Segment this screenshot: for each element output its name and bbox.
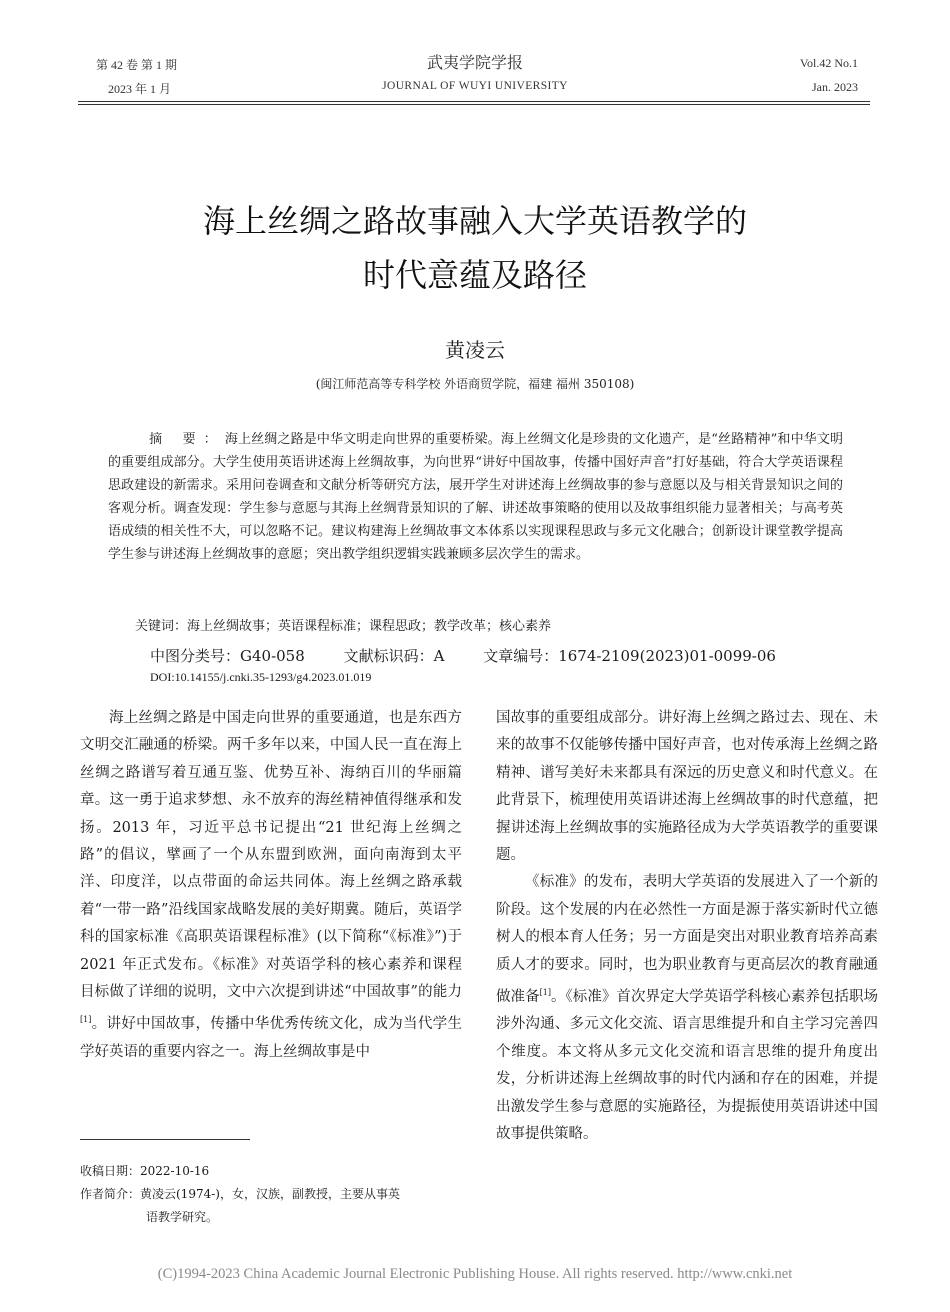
footnote [80, 1160, 400, 1229]
abstract-text: 海上丝绸之路是中华文明走向世界的重要桥梁。海上丝绸文化是珍贵的文化遗产，是“丝路精神”和中华文明的重要组成部分。大学生使用英语讲述海上丝绸故事，为向世界“讲好中国故事，传播中国好声音”打好基础，符合大学英语课程思政建设的新需求。采用问卷调查和文献分析等研究方法，展开学生对讲述海上丝绸故事的参与意愿以及与相关背景知识之间的客观分析。调查发现：学生参与意愿与其海上丝绸背景知识的了解、讲述故事策略的使用以及故事组织能力显著相关；与高考英语成绩的相关性不大，可以忽略不记。建议构建海上丝绸故事文本体系以实现课程思政与多元文化融合；创新设计课堂教学提高学生参与讲述海上丝绸故事的意愿；突出教学组织逻辑实践兼顾多层次学生的需求。 [108, 432, 844, 562]
doi: DOI:10.14155/j.cnki.35-1293/g4.2023.01.019 [150, 670, 372, 684]
clc-number: 中图分类号：G40-058 [150, 647, 305, 665]
keywords [135, 615, 551, 634]
header-rule-thin [78, 104, 870, 105]
paragraph-text: 海上丝绸之路是中国走向世界的重要通道，也是东西方文明交汇融通的桥梁。两千多年以来，中国人民一直在海上丝绸之路谱写着互通互鉴、优势互补、海纳百川的华丽篇章。这一勇于追求梦想、永不放弃的海丝精神值得继承和发扬。2013 年，习近平总书记提出“21 世纪海上丝绸之路”的倡议，擘画了一个从东盟到欧洲，面向南海到太平洋、印度洋，以点带面的命运共同体。海上丝绸之路承载着“一带一路”沿线国家战略发展的美好期冀。随后，英语学科的国家标准《高职英语课程标准》(以下简称“《标准》”)于 2021 年正式发布。《标准》对英语学科的核心素养和课程目标做了详细的说明，文中六次提到讲述“中国故事”的能力 [80, 710, 462, 1001]
paragraph-text: 。《标准》首次界定大学英语学科核心素养包括职场涉外沟通、多元文化交流、语言思维提升和自主学习完善四个维度。本文将从多元文化交流和语言思维的提升角度出发，分析讲述海上丝绸故事的时代内涵和存在的困难，并提出激发学生参与意愿的实施路径，为提振使用英语讲述中国故事提供策略。 [496, 988, 879, 1142]
classification-line [150, 645, 810, 666]
footnote-rule [80, 1139, 250, 1140]
received-date: 收稿日期：2022-10-16 [80, 1164, 210, 1178]
journal-subtitle: JOURNAL OF WUYI UNIVERSITY [382, 80, 568, 92]
article-title-line2: 时代意蕴及路径 [362, 256, 587, 294]
abstract [108, 428, 843, 566]
body-right-column [496, 705, 878, 1148]
author-name: 黄凌云 [445, 338, 505, 362]
issue-date-en: Jan. 2023 [812, 80, 858, 94]
reference-marker[interactable]: [1] [80, 1015, 92, 1025]
header-rule [78, 101, 870, 102]
journal-title: 武夷学院学报 [426, 55, 523, 72]
abstract-label: 摘 要： [149, 432, 225, 447]
paragraph-text: 。讲好中国故事，传播中华优秀传统文化，成为当代学生学好英语的重要内容之一。海上丝绸故事是中 [80, 1016, 462, 1060]
article-number: 文章编号：1674-2109(2023)01-0099-06 [483, 647, 776, 665]
body-left-column [80, 705, 462, 1066]
article-title-line1: 海上丝绸之路故事融入大学英语教学的 [202, 202, 747, 240]
author-bio: 作者简介：黄凌云(1974-)，女，汉族，副教授，主要从事英 [80, 1187, 400, 1201]
keywords-text: 海上丝绸故事；英语课程标准；课程思政；教学改革；核心素养 [187, 619, 552, 634]
copyright-notice: (C)1994-2023 China Academic Journal Electronic Publishing House. All rights reserved. http://www.cnki.net [157, 1266, 793, 1282]
body-paragraph [496, 869, 878, 1148]
issue-date: 2023 年 1 月 [108, 82, 172, 96]
body-paragraph: 国故事的重要组成部分。讲好海上丝绸之路过去、现在、未来的故事不仅能够传播中国好声音，也对传承海上丝绸之路精神、谱写美好未来都具有深远的历史意义和时代意义。在此背景下，梳理使用英语讲述海上丝绸故事的时代意蕴，把握讲述海上丝绸故事的实施路径成为大学英语教学的重要课题。 [496, 710, 878, 864]
keywords-label: 关键词： [135, 619, 188, 634]
document-code: 文献标识码：A [343, 647, 445, 665]
reference-marker[interactable]: [1] [539, 988, 551, 998]
body-paragraph [80, 705, 462, 1066]
volume-issue-en: Vol.42 No.1 [799, 56, 858, 70]
volume-issue: 第 42 卷 第 1 期 [96, 58, 178, 72]
author-affiliation: (闽江师范高等专科学校 外语商贸学院，福建 福州 350108) [315, 377, 635, 391]
paragraph-text: 《标准》的发布，表明大学英语的发展进入了一个新的阶段。这个发展的内在必然性一方面是源于落实新时代立德树人的根本育人任务；另一方面是突出对职业教育培养高素质人才的要求。同时，也为职业教育与更高层次的教育融通做准备 [496, 874, 878, 1005]
author-bio-cont: 语教学研究。 [146, 1210, 219, 1224]
